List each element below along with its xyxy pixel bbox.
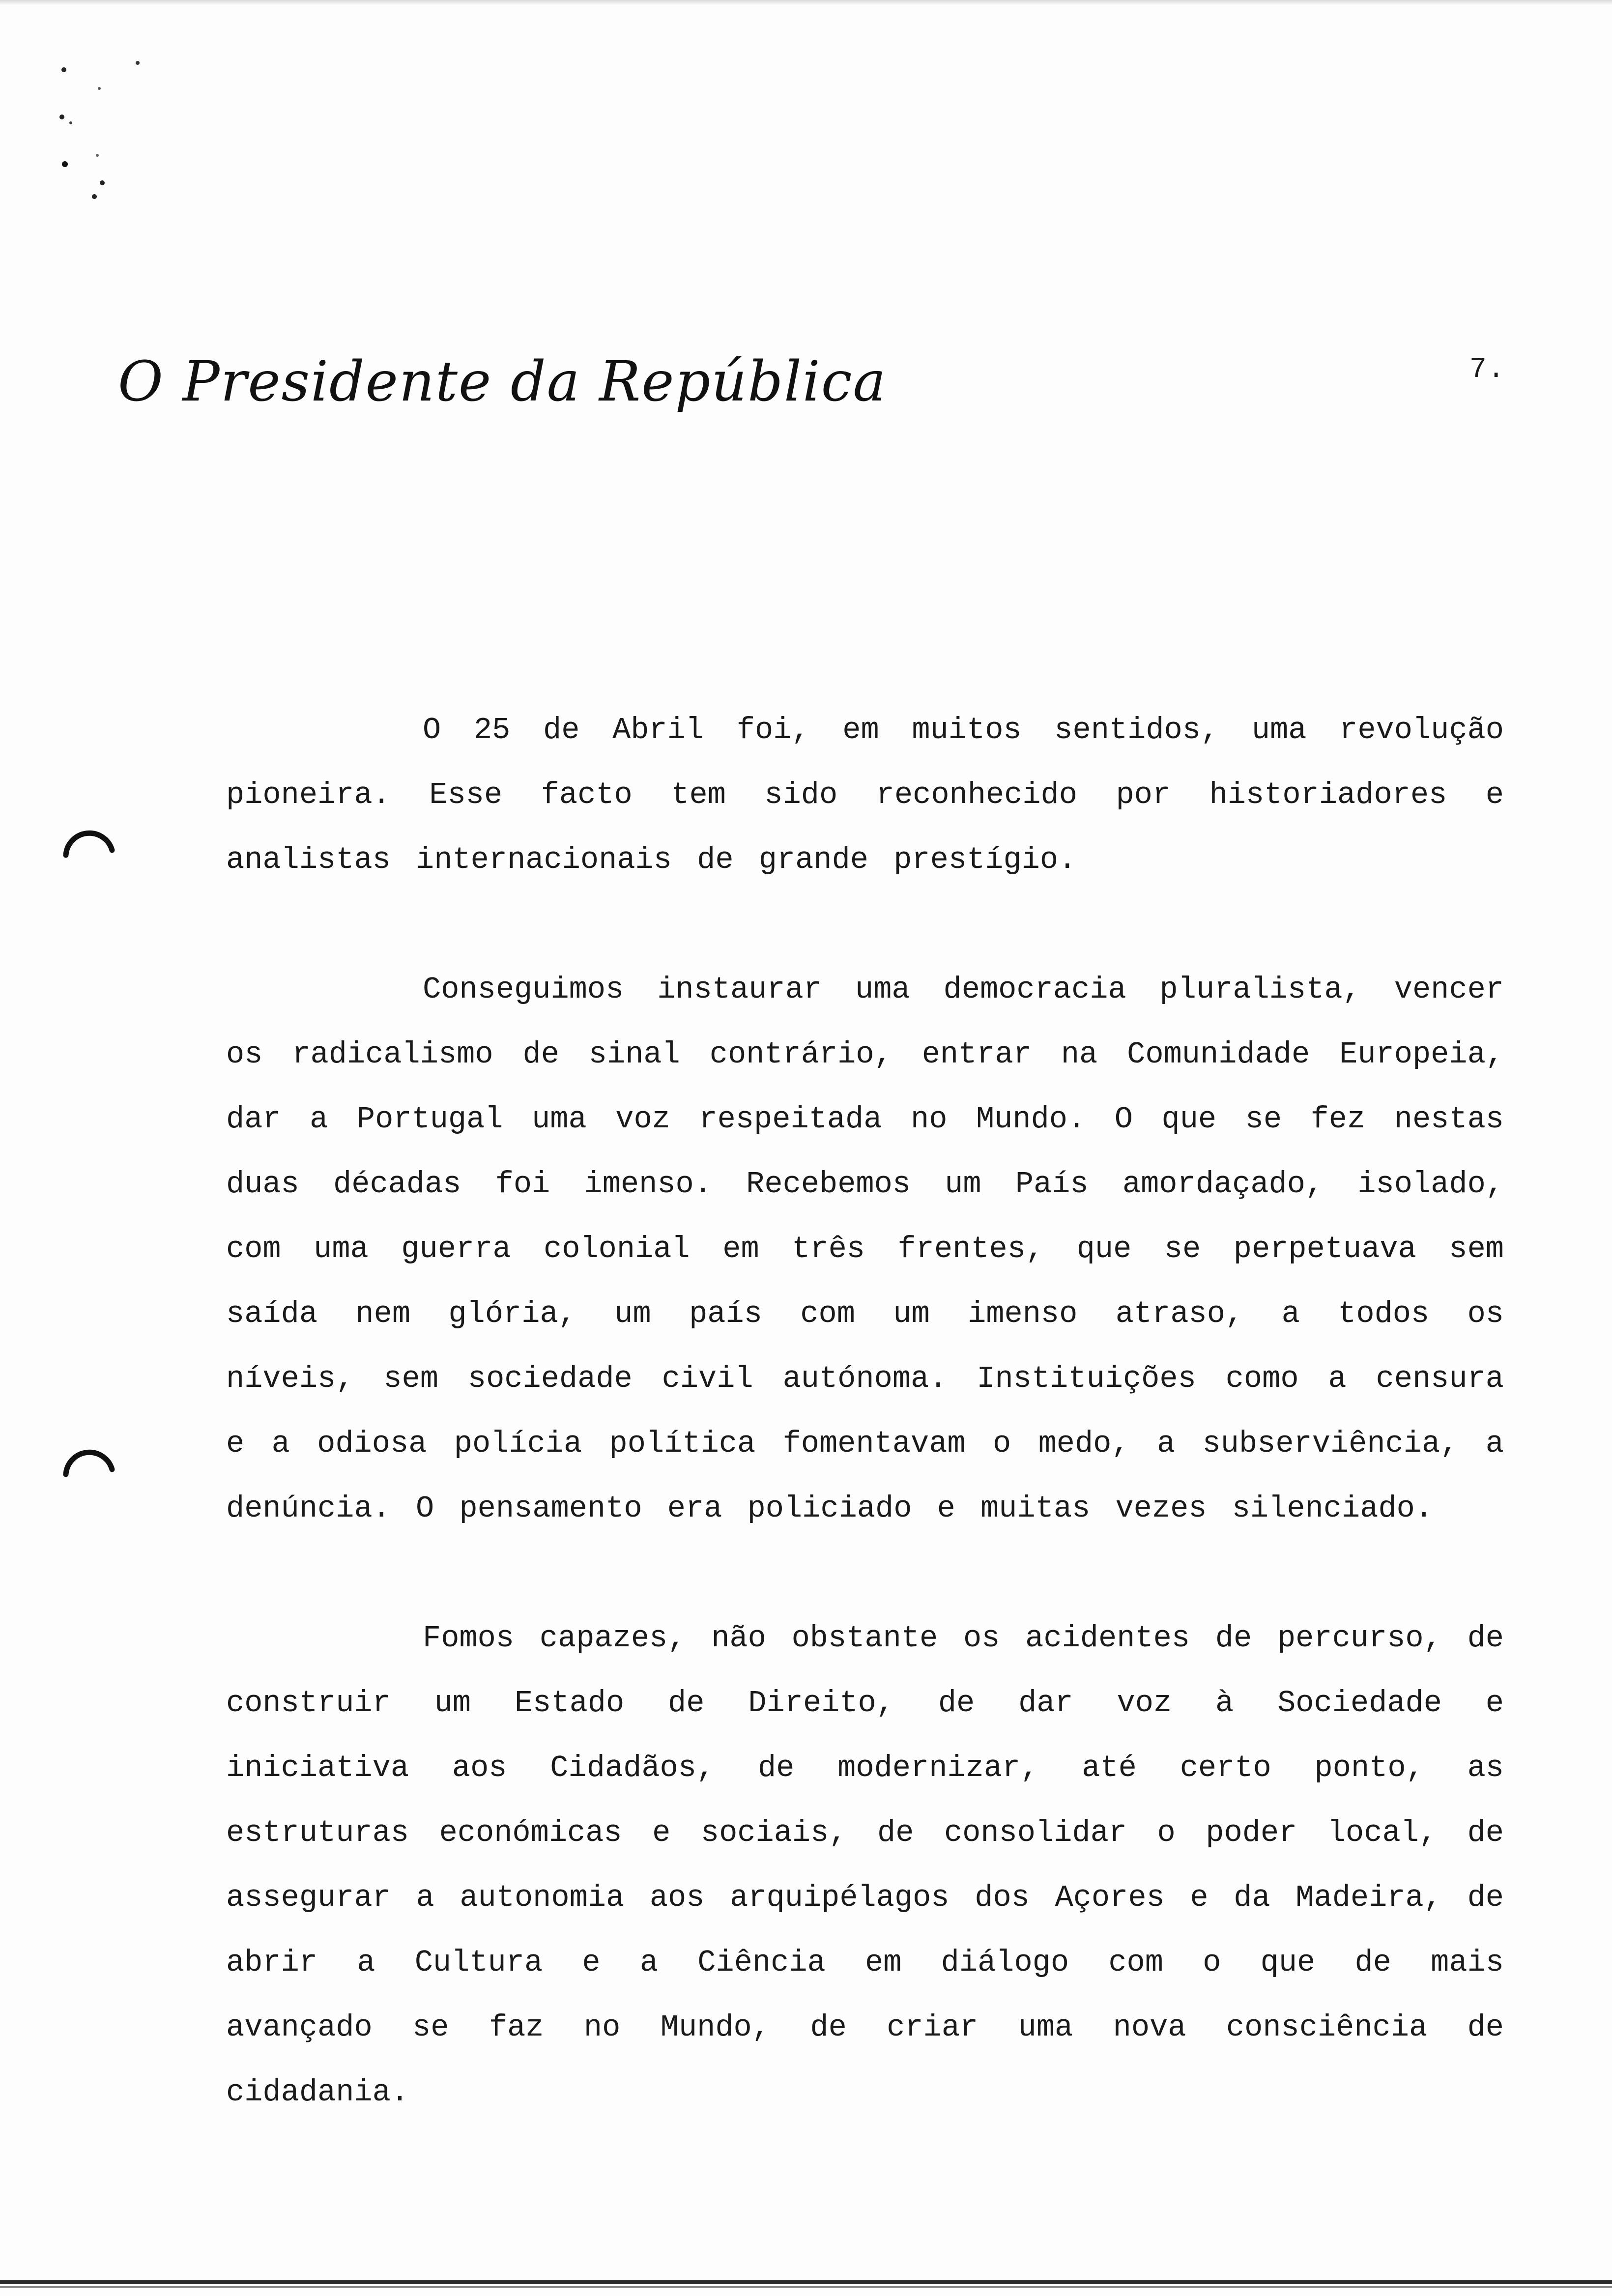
- paragraph-2: Conseguimos instaurar uma democracia pluralista, vencer os radicalismo de sinal contrário, entrar na Comunidade Europeia, dar a Portugal uma voz respeitada no Mundo. O que se fez nestas duas décadas foi imenso. Recebemos um País amordaçado, isolado, com uma guerra colonial em três frentes, que se perpetuava sem saída nem glória, um país com um imenso atraso, a todos os níveis, sem sociedade civil autónoma. Instituições como a censura e a odiosa polícia política fomentavam o medo, a subserviência, a denúncia. O pensamento era policiado e muitas vezes silenciado.: [226, 972, 1504, 1526]
- page-number: 7.: [1469, 354, 1506, 386]
- paragraph-1: O 25 de Abril foi, em muitos sentidos, uma revolução pioneira. Esse facto tem sido reconhecido por historiadores e analistas internacionais de grande prestígio.: [226, 713, 1504, 877]
- svg-text:O Presidente da República: O Presidente da República: [118, 350, 887, 414]
- scan-edge-bottom-shadow: [0, 2286, 1612, 2288]
- scan-specks: [54, 54, 152, 211]
- punch-hole-mark-icon: [59, 1430, 118, 1489]
- punch-hole-mark-icon: [59, 811, 118, 870]
- letterhead-script-icon: [118, 344, 887, 418]
- body-text: [226, 698, 1504, 2190]
- scan-edge-top: [0, 0, 1612, 5]
- scan-edge-bottom: [0, 2280, 1612, 2284]
- letterhead-logo: [118, 344, 887, 418]
- paragraph-3: Fomos capazes, não obstante os acidentes de percurso, de construir um Estado de Direito, de dar voz à Sociedade e iniciativa aos Cidadãos, de modernizar, até certo ponto, as estruturas económicas e sociais, de consolidar o poder local, de assegurar a autonomia aos arquipélagos dos Açores e da Madeira, de abrir a Cultura e a Ciência em diálogo com o que de mais avançado se faz no Mundo, de criar uma nova consciência de cidadania.: [226, 1621, 1504, 2110]
